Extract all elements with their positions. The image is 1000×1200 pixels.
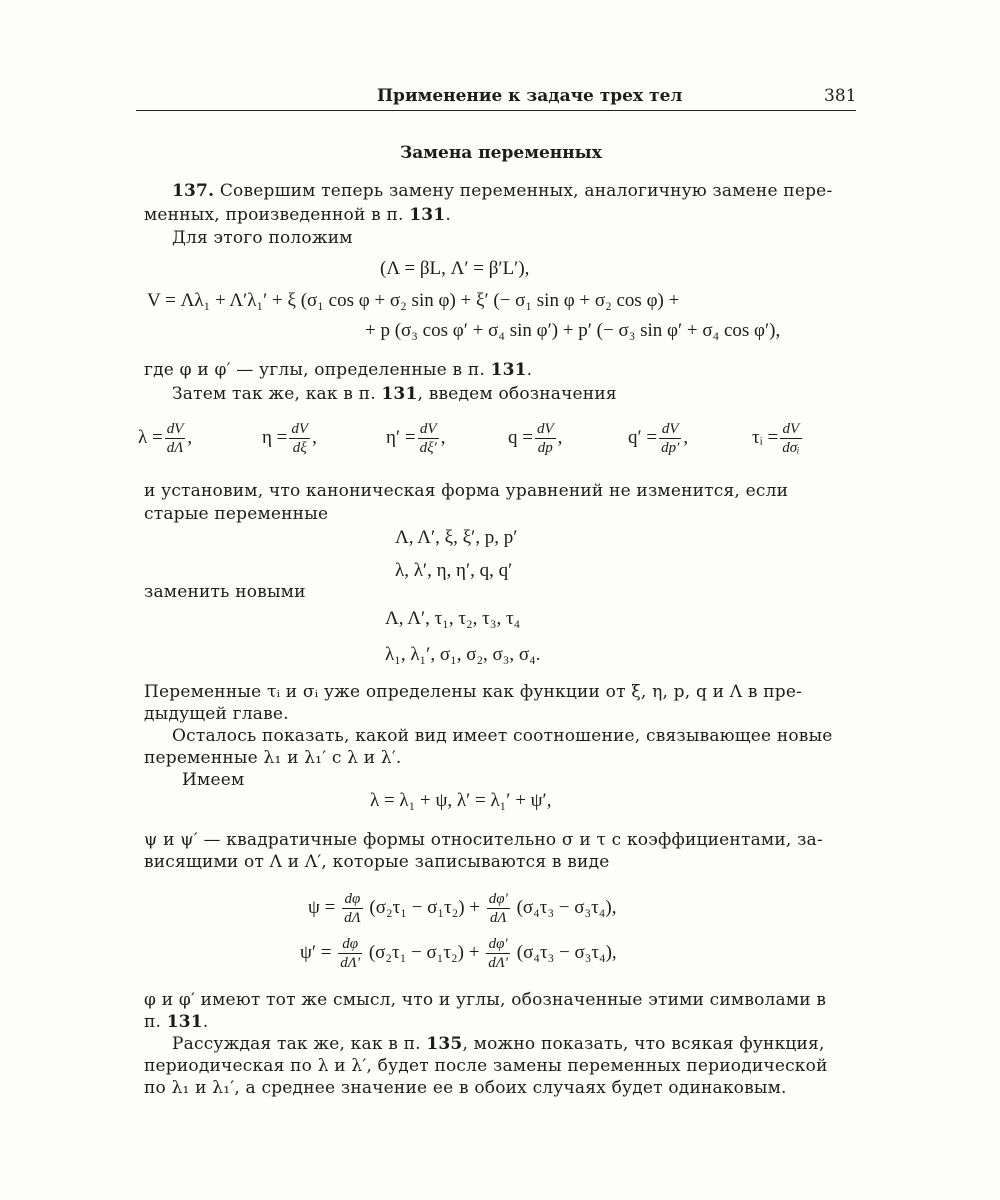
V-equation-line1: V = Λλ₁ + Λ′λ₁′ + ξ (σ₁ cos φ + σ₂ sin φ) + ξ′ (− σ₁ sin φ + σ₂ cos φ) + [147, 290, 680, 311]
phi-line2: п. 131. [144, 1012, 209, 1032]
put-line: Для этого положим [172, 228, 353, 248]
reasoning-line3: по λ₁ и λ₁′, а среднее значение ее в обоих случаях будет одинаковым. [144, 1078, 787, 1098]
new-vars-row1: Λ, Λ′, τ₁, τ₂, τ₃, τ₄ [385, 608, 521, 629]
remain-line1: Осталось показать, какой вид имеет соотношение, связывающее новые [172, 726, 833, 746]
have-line: Имеем [182, 770, 245, 790]
page-number: 381 [824, 86, 857, 106]
old-vars-row2: λ, λ′, η, η′, q, q′ [395, 560, 513, 581]
old-vars-row1: Λ, Λ′, ξ, ξ′, p, p′ [395, 527, 518, 548]
paragraph-137-line1: 137. Совершим теперь замену переменных, аналогичную замене пере- [172, 181, 833, 201]
psi-equation: ψ = $\frac{d\varphi}{d\Lambda}$ (σ₂τ₁ − σ₁τ₂) + $\frac{d\varphi'}{d\Lambda}$ (σ₄τ₃ − σ₃τ₄), [308, 891, 617, 926]
reasoning-line1: Рассуждая так же, как в п. 135, можно показать, что всякая функция, [172, 1034, 825, 1054]
def-eta: η = $\frac{dV}{d\xi}$ , [262, 421, 317, 456]
def-tau: τᵢ = $\frac{dV}{\text{dσᵢ}}$ [752, 421, 800, 456]
remain-line2: переменные λ₁ и λ₁′ с λ и λ′. [144, 748, 402, 768]
phi-line1: φ и φ′ имеют тот же смысл, что и углы, обозначенные этими символами в [144, 990, 827, 1010]
def-lambda: λ = $\frac{dV}{d\Lambda}$ , [138, 421, 193, 456]
def-q-prime: q′ = $\frac{dV}{dp'}$ , [628, 421, 689, 456]
psi-line2: висящими от Λ и Λ′, которые записываются в виде [144, 852, 610, 872]
lambda-definition-eq: (Λ = βL, Λ′ = β′L′), [380, 258, 530, 279]
canonical-line1: и установим, что каноническая форма уравнений не изменится, если [144, 481, 789, 501]
psi-prime-equation: ψ′ = $\frac{d\varphi}{d\Lambda'}$ (σ₂τ₁ − σ₁τ₂) + $\frac{d\varphi'}{d\Lambda'}$ (σ₄τ₃ − σ₃τ₄), [300, 936, 617, 971]
V-equation-line2: + p (σ₃ cos φ′ + σ₄ sin φ′) + p′ (− σ₃ sin φ′ + σ₄ cos φ′), [365, 320, 781, 341]
canonical-line2: старые переменные [144, 504, 329, 524]
then-line: Затем так же, как в п. 131, введем обозначения [172, 384, 617, 404]
variables-line2: дыдущей главе. [144, 704, 289, 724]
new-vars-row2: λ₁, λ₁′, σ₁, σ₂, σ₃, σ₄. [385, 644, 541, 665]
running-title: Применение к задаче трех тел [377, 86, 683, 106]
def-eta-prime: η′ = $\frac{dV}{d\xi'}$ , [386, 421, 446, 456]
section-title: Замена переменных [400, 143, 602, 163]
header-rule [136, 110, 856, 111]
def-q: q = $\frac{dV}{dp}$ , [508, 421, 563, 456]
psi-line1: ψ и ψ′ — квадратичные формы относительно σ и τ с коэффициентами, за- [144, 830, 823, 850]
variables-line1: Переменные τᵢ и σᵢ уже определены как функции от ξ, η, p, q и Λ в пре- [144, 682, 803, 702]
lambda-relation-eq: λ = λ₁ + ψ, λ′ = λ₁′ + ψ′, [370, 790, 552, 811]
where-line: где φ и φ′ — углы, определенные в п. 131. [144, 360, 533, 380]
paragraph-137-line2: менных, произведенной в п. 131. [144, 205, 451, 225]
replace-line: заменить новыми [144, 582, 306, 602]
reasoning-line2: периодическая по λ и λ′, будет после замены переменных периодической [144, 1056, 828, 1076]
